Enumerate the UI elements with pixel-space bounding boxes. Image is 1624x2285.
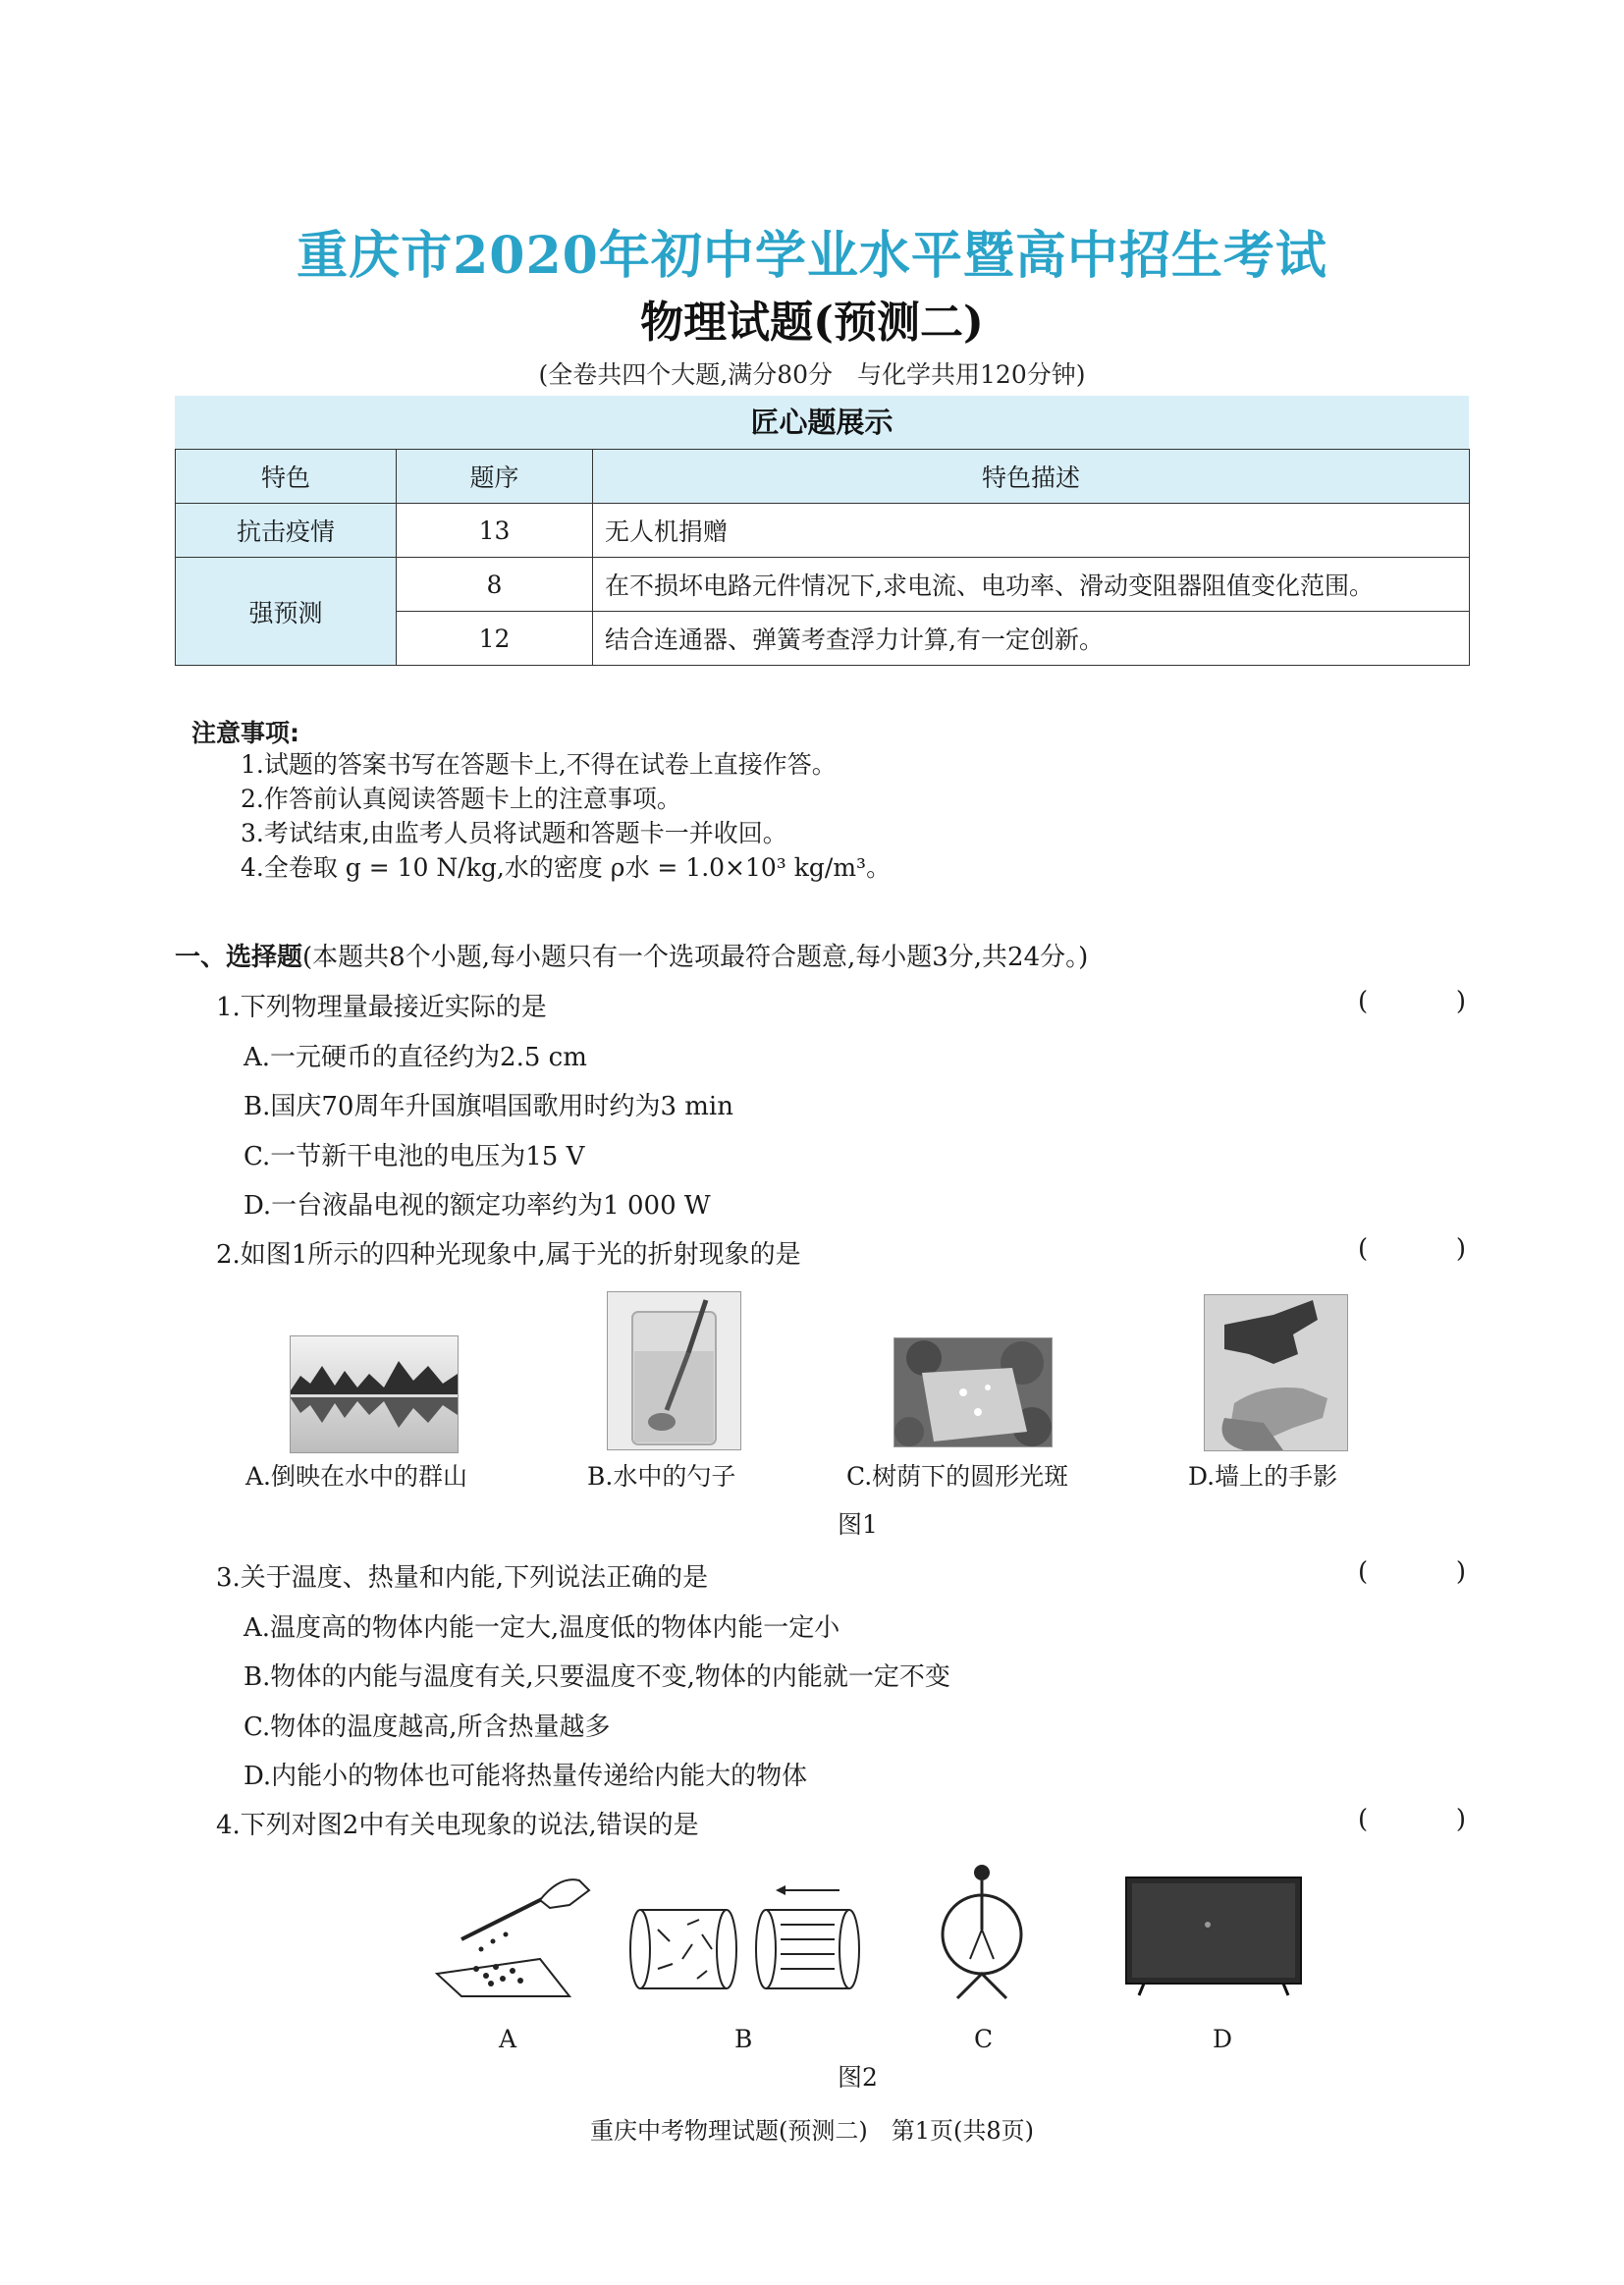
option-d: D.内能小的物体也可能将热量传递给内能大的物体	[244, 1762, 808, 1791]
option-a: A.一元硬币的直径约为2.5 cm	[244, 1043, 587, 1072]
spoon-in-water-photo	[607, 1291, 741, 1450]
table-row	[176, 558, 1470, 612]
question-stem: 1.下列物理量最接近实际的是	[216, 993, 547, 1022]
notice-item: 4.全卷取 g = 10 N/kg,水的密度 ρ水 = 1.0×10³ kg/m³。	[241, 853, 892, 882]
figure-caption: D.墙上的手影	[1188, 1462, 1338, 1491]
column-header: 特色描述	[593, 450, 1470, 504]
column-header: 题序	[397, 450, 593, 504]
feature-table	[175, 396, 1469, 666]
table-header-row	[176, 450, 1470, 504]
exam-title: 重庆市2020年初中学业水平暨高中招生考试	[297, 226, 1327, 286]
desc-cell: 在不损坏电路元件情况下,求电流、电功率、滑动变阻器阻值变化范围。	[593, 558, 1470, 612]
option-b: B.国庆70周年升国旗唱国歌用时约为3 min	[244, 1092, 733, 1121]
electroscope-drawing	[933, 1861, 1031, 2003]
figure-caption: B.水中的勺子	[587, 1462, 736, 1491]
option-a: A.温度高的物体内能一定大,温度低的物体内能一定小	[244, 1613, 840, 1643]
table-row	[176, 504, 1470, 558]
page-footer: 重庆中考物理试题(预测二) 第1页(共8页)	[590, 2117, 1034, 2145]
section-label: 一、选择题	[175, 943, 303, 972]
metal-conductor-drawing	[628, 1880, 884, 1998]
feature-cell: 强预测	[176, 558, 397, 666]
number-cell: 8	[397, 558, 593, 612]
notice-item: 1.试题的答案书写在答题卡上,不得在试卷上直接作答。	[241, 750, 837, 779]
answer-bracket[interactable]: ( )	[1358, 987, 1466, 1016]
figure-caption: C.树荫下的圆形光斑	[846, 1462, 1069, 1491]
section-desc: (本题共8个小题,每小题只有一个选项最符合题意,每小题3分,共24分。)	[302, 943, 1089, 972]
option-c: C.一节新干电池的电压为15 V	[244, 1142, 585, 1171]
section-heading	[175, 937, 1088, 973]
desc-cell: 结合连通器、弹簧考查浮力计算,有一定创新。	[593, 612, 1470, 666]
feature-table-heading: 匠心题展示	[175, 396, 1469, 449]
light-spot-photo	[893, 1337, 1053, 1447]
notice-title: 注意事项:	[191, 719, 299, 747]
question-stem: 2.如图1所示的四种光现象中,属于光的折射现象的是	[216, 1240, 801, 1270]
feature-cell: 抗击疫情	[176, 504, 397, 558]
desc-cell: 无人机捐赠	[593, 504, 1470, 558]
option-c: C.物体的温度越高,所含热量越多	[244, 1713, 611, 1742]
feature-grid	[175, 449, 1470, 666]
figure-sublabel: D	[1213, 2025, 1233, 2053]
exam-note: (全卷共四个大题,满分80分 与化学共用120分钟)	[538, 360, 1086, 389]
exam-subtitle: 物理试题(预测二)	[640, 298, 984, 348]
hand-shadow-photo	[1204, 1294, 1348, 1451]
option-d: D.一台液晶电视的额定功率约为1 000 W	[244, 1191, 711, 1221]
notice-item: 3.考试结束,由监考人员将试题和答题卡一并收回。	[241, 819, 787, 847]
notice-item: 2.作答前认真阅读答题卡上的注意事项。	[241, 785, 681, 813]
answer-bracket[interactable]: ( )	[1358, 1234, 1466, 1264]
option-b: B.物体的内能与温度有关,只要温度不变,物体的内能就一定不变	[244, 1662, 950, 1692]
number-cell: 13	[397, 504, 593, 558]
answer-bracket[interactable]: ( )	[1358, 1557, 1466, 1587]
number-cell: 12	[397, 612, 593, 666]
television-drawing	[1124, 1876, 1303, 1998]
figure-sublabel: A	[499, 2025, 517, 2053]
figure-label: 图2	[838, 2063, 878, 2092]
figure-caption: A.倒映在水中的群山	[245, 1462, 468, 1491]
charged-rod-drawing	[432, 1861, 594, 1998]
figure-label: 图1	[838, 1510, 878, 1539]
notice-list	[241, 747, 891, 885]
answer-bracket[interactable]: ( )	[1358, 1805, 1466, 1834]
figure-sublabel: C	[974, 2025, 994, 2053]
question-stem: 4.下列对图2中有关电现象的说法,错误的是	[216, 1811, 699, 1840]
column-header: 特色	[176, 450, 397, 504]
question-stem: 3.关于温度、热量和内能,下列说法正确的是	[216, 1563, 709, 1593]
figure-sublabel: B	[734, 2025, 753, 2053]
mountain-reflection-photo	[290, 1335, 459, 1453]
